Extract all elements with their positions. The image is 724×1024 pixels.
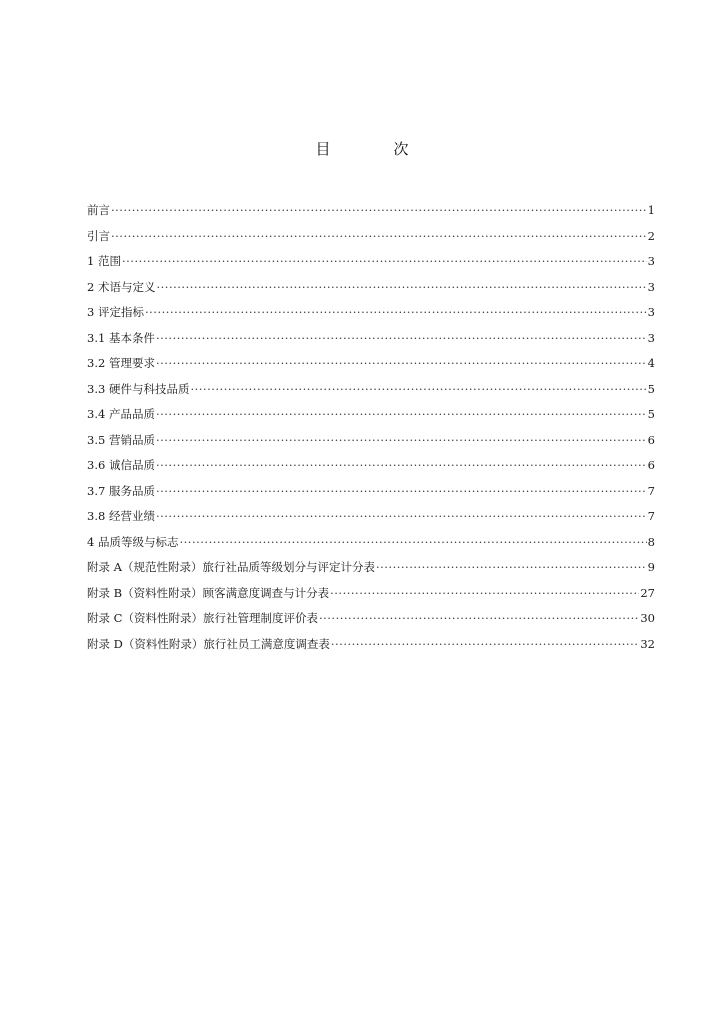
toc-label: 1 范围 bbox=[87, 254, 121, 268]
toc-label: 3.2 管理要求 bbox=[87, 356, 155, 370]
toc-label: 引言 bbox=[87, 228, 110, 243]
toc-leader bbox=[122, 249, 647, 275]
toc-entry-foreword[interactable] bbox=[87, 198, 655, 224]
toc-label: 附录 D（资料性附录）旅行社员工满意度调查表 bbox=[87, 636, 330, 651]
toc-label: 3 评定指标 bbox=[87, 305, 144, 319]
toc-label: 前言 bbox=[87, 203, 110, 217]
toc-label: 3.4 产品品质 bbox=[87, 407, 155, 421]
toc-entry-3-4[interactable] bbox=[87, 402, 655, 428]
toc-page-number: 5 bbox=[647, 381, 655, 396]
toc-entry-appendix-c[interactable] bbox=[87, 606, 655, 632]
toc-entry-criteria[interactable] bbox=[87, 300, 655, 326]
toc-leader bbox=[179, 530, 646, 556]
toc-page-number: 4 bbox=[647, 356, 655, 370]
toc-leader bbox=[330, 581, 639, 607]
toc-page-number: 3 bbox=[647, 254, 655, 268]
toc-page-number: 3 bbox=[647, 279, 655, 294]
toc-page-number: 9 bbox=[647, 560, 655, 574]
toc-entry-appendix-a[interactable] bbox=[87, 555, 655, 581]
toc-page-number: 1 bbox=[647, 203, 655, 217]
toc-label: 3.8 经营业绩 bbox=[87, 509, 155, 523]
toc-entry-4[interactable] bbox=[87, 530, 655, 556]
toc-leader bbox=[156, 402, 647, 428]
toc-page-number: 7 bbox=[647, 483, 655, 498]
toc-entry-3-7[interactable] bbox=[87, 479, 655, 505]
toc-label: 3.7 服务品质 bbox=[87, 483, 155, 498]
toc-entry-introduction[interactable] bbox=[87, 224, 655, 250]
toc-entry-appendix-b[interactable] bbox=[87, 581, 655, 607]
toc-leader bbox=[319, 606, 639, 632]
toc-page-number: 3 bbox=[647, 305, 655, 319]
toc-leader bbox=[156, 275, 646, 301]
toc-leader bbox=[376, 555, 647, 581]
toc-entry-terms[interactable] bbox=[87, 275, 655, 301]
toc-entry-3-5[interactable] bbox=[87, 428, 655, 454]
toc-leader bbox=[156, 504, 647, 530]
toc-page-number: 32 bbox=[640, 636, 655, 651]
toc-page-number: 27 bbox=[640, 585, 655, 600]
toc-entry-appendix-d[interactable] bbox=[87, 632, 655, 658]
toc-label: 附录 A（规范性附录）旅行社品质等级划分与评定计分表 bbox=[87, 560, 375, 574]
toc-label: 3.3 硬件与科技品质 bbox=[87, 381, 190, 396]
toc-leader bbox=[190, 377, 646, 403]
toc-entry-3-2[interactable] bbox=[87, 351, 655, 377]
toc-page-number: 30 bbox=[640, 611, 655, 625]
toc-label: 附录 B（资料性附录）顾客满意度调查与计分表 bbox=[87, 585, 330, 600]
toc-entry-scope[interactable] bbox=[87, 249, 655, 275]
toc-leader bbox=[156, 428, 647, 454]
toc-page-number: 2 bbox=[647, 228, 655, 243]
toc-leader bbox=[156, 453, 647, 479]
toc-page-number: 6 bbox=[647, 458, 655, 472]
toc-entry-3-1[interactable] bbox=[87, 326, 655, 352]
toc-leader bbox=[331, 632, 639, 658]
toc-label: 4 品质等级与标志 bbox=[87, 534, 179, 549]
toc-label: 3.1 基本条件 bbox=[87, 330, 155, 345]
toc-label: 附录 C（资料性附录）旅行社管理制度评价表 bbox=[87, 611, 318, 625]
toc-label: 3.6 诚信品质 bbox=[87, 458, 155, 472]
toc-leader bbox=[111, 198, 647, 224]
toc-leader bbox=[156, 351, 647, 377]
table-of-contents bbox=[87, 198, 655, 657]
page-title: 目 次 bbox=[315, 140, 433, 158]
toc-page-number: 6 bbox=[647, 432, 655, 447]
toc-leader bbox=[156, 479, 647, 505]
toc-page-number: 8 bbox=[647, 534, 655, 549]
toc-entry-3-3[interactable] bbox=[87, 377, 655, 403]
toc-entry-3-6[interactable] bbox=[87, 453, 655, 479]
toc-page-number: 7 bbox=[647, 509, 655, 523]
toc-leader bbox=[156, 326, 647, 352]
toc-entry-3-8[interactable] bbox=[87, 504, 655, 530]
toc-page-number: 3 bbox=[647, 330, 655, 345]
toc-label: 2 术语与定义 bbox=[87, 279, 156, 294]
toc-label: 3.5 营销品质 bbox=[87, 432, 155, 447]
toc-leader bbox=[145, 300, 647, 326]
toc-page-number: 5 bbox=[647, 407, 655, 421]
toc-leader bbox=[111, 224, 647, 250]
